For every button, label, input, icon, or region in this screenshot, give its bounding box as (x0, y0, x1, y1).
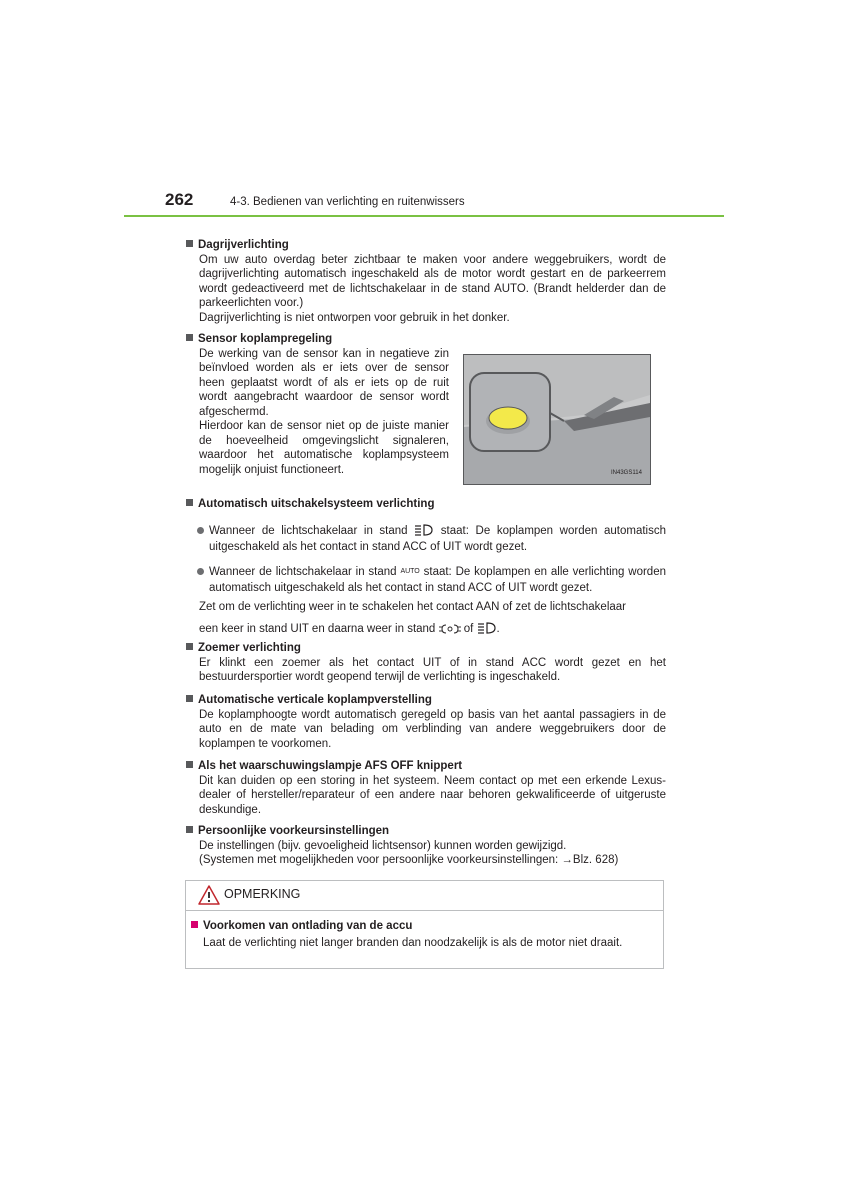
section-personal-settings (186, 824, 666, 868)
section-sensor (186, 332, 456, 477)
paragraph: Zet om de verlichting weer in te schakelen het contact AAN of zet de lichtschakelaar (199, 600, 626, 613)
figure-code: IN43GS114 (611, 470, 642, 476)
section-title: 4-3. Bedienen van verlichting en ruitenwissers (230, 196, 465, 208)
headlight-icon (477, 622, 497, 634)
section-heading: Sensor koplampregeling (186, 332, 456, 347)
paragraph (199, 853, 666, 868)
notice-box (185, 880, 664, 969)
paragraph: een keer in stand UIT en daarna weer in stand of . (199, 622, 500, 635)
section-heading: Zoemer verlichting (186, 641, 666, 656)
paragraph: Er klinkt een zoemer als het contact UIT of in stand ACC wordt gezet en het bestuurdersportier wordt geopend terwijl de verlichting is ingeschakeld. (199, 656, 666, 683)
round-bullet-icon (197, 568, 204, 575)
warning-triangle-icon (198, 885, 220, 905)
notice-heading: Voorkomen van ontlading van de accu (191, 919, 622, 934)
round-bullet-icon (197, 527, 204, 534)
section-daytime-lights (186, 238, 666, 325)
square-bullet-icon (186, 240, 193, 247)
section-heading: Als het waarschuwingslampje AFS OFF knippert (186, 759, 666, 774)
paragraph: Dagrijverlichting is niet ontworpen voor gebruik in het donker. (199, 311, 510, 324)
paragraph: Hierdoor kan de sensor niet op de juiste manier de hoeveelheid omgevingslicht signaleren, waardoor het automatische koplampsysteem mogelijk onjuist functioneert. (199, 420, 449, 476)
sensor-illustration (463, 354, 651, 485)
page-number: 262 (165, 190, 194, 209)
notice-header (186, 881, 663, 911)
paragraph: Laat de verlichting niet langer branden dan noodzakelijk is als de motor niet draait. (203, 937, 623, 949)
list-item: Wanneer de lichtschakelaar in stand AUTO staat: De koplampen en alle verlichting worden automatisch uitgeschakeld als het contact in stand ACC of UIT wordt gezet. (197, 564, 666, 596)
notice-label: OPMERKING (224, 887, 301, 901)
square-bullet-icon (191, 921, 198, 928)
auto-symbol: AUTO (400, 567, 420, 575)
paragraph: De koplamphoogte wordt automatisch geregeld op basis van het aantal passagiers in de auto en de mate van belading om verblinding van andere weggebruikers door de koplampen te voorkomen. (199, 708, 666, 750)
section-leveling (186, 693, 666, 751)
dashboard-sensor-drawing (464, 355, 650, 484)
square-bullet-icon (186, 643, 193, 650)
parking-light-icon (439, 624, 461, 634)
notice-body (191, 919, 622, 951)
paragraph: Om uw auto overdag beter zichtbaar te maken voor andere weggebruikers, wordt de dagrijverlichting automatisch ingeschakeld als de motor wordt gestart en de parkeerrem wordt gedeactiveerd met de lichtschakelaar in de stand AUTO. (Brandt helderder dan de parkeerlichten voor.) (199, 253, 666, 309)
sensor-dome-icon (489, 407, 527, 429)
section-heading: Automatisch uitschakelsysteem verlichting (186, 497, 666, 512)
section-heading: Persoonlijke voorkeursinstellingen (186, 824, 666, 839)
paragraph: De werking van de sensor kan in negatieve zin beïnvloed worden als er iets over de sensor heen geplaatst wordt of als er iets op de ruit wordt aangebracht waardoor de sensor wordt afgeschermd. (199, 347, 449, 418)
section-afs-warning (186, 759, 666, 817)
section-auto-off (186, 497, 666, 637)
paragraph: De instellingen (bijv. gevoeligheid lichtsensor) kunnen worden gewijzigd. (199, 839, 567, 852)
headlight-icon (414, 524, 434, 536)
paragraph: Dit kan duiden op een storing in het systeem. Neem contact op met een erkende Lexus-dealer of hersteller/reparateur of een andere naar behoren gekwalificeerde of uitgeruste deskundige. (199, 774, 666, 816)
square-bullet-icon (186, 761, 193, 768)
section-heading: Dagrijverlichting (186, 238, 666, 253)
header-divider (124, 215, 724, 217)
section-heading: Automatische verticale koplampverstelling (186, 693, 666, 708)
square-bullet-icon (186, 695, 193, 702)
square-bullet-icon (186, 334, 193, 341)
page-reference: (Systemen met mogelijkheden voor persoonlijke voorkeursinstellingen: →Blz. 628) (199, 854, 619, 866)
square-bullet-icon (186, 499, 193, 506)
list-item: Wanneer de lichtschakelaar in stand staat: De koplampen worden automatisch uitgeschakeld als het contact in stand ACC of UIT wordt gezet. (197, 523, 666, 555)
section-buzzer (186, 641, 666, 685)
square-bullet-icon (186, 826, 193, 833)
